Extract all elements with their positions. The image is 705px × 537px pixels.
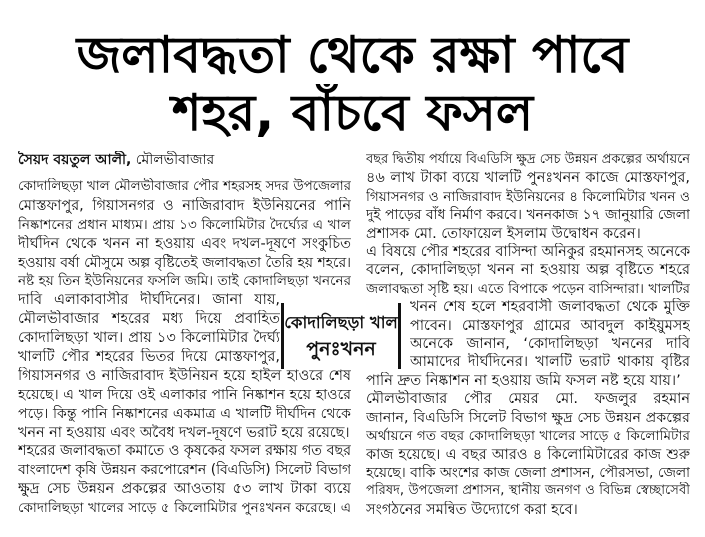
left-column-line: হওয়ায় বর্ষা মৌসুমে অল্প বৃষ্টিতেই জলাবদ্ধতা তৈরি হয় শহরে। bbox=[18, 254, 351, 271]
right-column-line: পানি দ্রুত নিষ্কাশন না হওয়ায় জমি ফসল নষ্ট হয়ে যায়।’ bbox=[366, 372, 681, 389]
right-column bbox=[366, 151, 690, 519]
byline-location: মৌলভীবাজার bbox=[135, 152, 215, 168]
right-column-line: প্রশাসক মো. তোফায়েল ইসলাম উদ্বোধন করেন। bbox=[366, 225, 641, 242]
left-column-line: নিষ্কাশনের প্রধান মাধ্যম। প্রায় ১৩ কিলোমিটার দৈর্ঘ্যের এ খাল bbox=[18, 216, 351, 233]
byline bbox=[18, 151, 351, 169]
left-column-line: খনন না হওয়ায় এবং অবৈধ দখল-দূষণে ভরাট হয়ে রয়েছে। bbox=[18, 424, 350, 441]
headline-line-2: শহর, বাঁচবে ফসল bbox=[171, 84, 534, 142]
left-column-line: দীর্ঘদিন থেকে খনন না হওয়ায় এবং দখল-দূষণে সংকুচিত bbox=[18, 235, 351, 252]
left-column-line: খালটি পৌর শহরের ভিতর দিয়ে মোস্তফাপুর, bbox=[18, 349, 280, 366]
left-column-line: গিয়াসনগর ও নাজিরাবাদ ইউনিয়ন হয়ে হাইল হাওরে শেষ bbox=[18, 367, 351, 384]
left-column-line: নষ্ট হয় তিন ইউনিয়নের ফসলি জমি। তাই কোদালিছড়া খননের bbox=[18, 273, 351, 290]
right-column-line: অর্থায়নে গত বছর কোদালিছড়া খালের সাড়ে ৫ কিলোমিটার bbox=[366, 428, 690, 445]
left-column-line: কোদালিছড়া খাল মৌলভীবাজার পৌর শহরসহ সদর উপজেলার bbox=[18, 179, 351, 194]
right-column-line: পরিষদ, উপজেলা প্রশাসন, স্থানীয় জনগণ ও বিভিন্ন স্বেচ্ছাসেবী bbox=[366, 483, 690, 499]
right-column-line: পাবেন। মোস্তফাপুর গ্রামের আবদুল কাইয়ুমসহ bbox=[410, 317, 690, 334]
right-column-line: দুই পাড়ের বাঁধ নির্মাণ করবে। খননকাজ ১৭ জানুয়ারি জেলা bbox=[366, 207, 690, 224]
left-column-line: দাবি এলাকাবাসীর দীর্ঘদিনের। জানা যায়, bbox=[18, 292, 280, 309]
left-column-line: মোস্তফাপুর, গিয়াসনগর ও নাজিরাবাদ ইউনিয়নের পানি bbox=[18, 197, 351, 214]
left-column-line: মৌলভীবাজার শহরের মধ্য দিয়ে প্রবাহিত bbox=[18, 311, 280, 328]
left-column-line: কোদালিছড়া খাল। প্রায় ১৩ কিলোমিটার দৈর্ঘ্য bbox=[18, 330, 280, 347]
pull-quote-line-2: পুনঃখনন bbox=[306, 338, 376, 360]
right-column-line: ৪৬ লাখ টাকা ব্যয়ে খালটি পুনঃখনন কাজে মোস্তফাপুর, bbox=[366, 170, 690, 187]
headline-line-1: জলাবদ্ধতা থেকে রক্ষা পাবে bbox=[76, 26, 629, 84]
right-column-line: হয়েছে। বাকি অংশের কাজ জেলা প্রশাসন, পৌরসভা, জেলা bbox=[366, 464, 690, 481]
right-column-line: জলাবদ্ধতা সৃষ্টি হয়। এতে বিপাকে পড়েন বাসিন্দারা। খালটির bbox=[366, 280, 690, 297]
right-column-line: এ বিষয়ে পৌর শহরের বাসিন্দা অনিকুর রহমানসহ অনেকে bbox=[366, 244, 690, 261]
left-column-line: বাংলাদেশ কৃষি উন্নয়ন করপোরেশন (বিএডিসি) সিলেট বিভাগ bbox=[18, 462, 351, 479]
left-column-line: ক্ষুদ্র সেচ উন্নয়ন প্রকল্পের আওতায় ৫৩ লাখ টাকা ব্যয়ে bbox=[18, 481, 351, 498]
left-column-line: শহরের জলাবদ্ধতা কমাতে ও কৃষকের ফসল রক্ষায় গত বছর bbox=[18, 443, 351, 460]
right-column-line: বছর দ্বিতীয় পর্যায়ে বিএডিসি ক্ষুদ্র সেচ উন্নয়ন প্রকল্পের অর্থায়নে bbox=[366, 152, 690, 167]
right-column-line: মৌলভীবাজার পৌর মেয়র মো. ফজলুর রহমান bbox=[366, 391, 690, 408]
right-column-line: জানান, বিএডিসি সিলেট বিভাগ ক্ষুদ্র সেচ উন্নয়ন প্রকল্পের bbox=[366, 409, 690, 426]
left-column-line: হয়েছে। এ খাল দিয়ে ওই এলাকার পানি নিষ্কাশন হয়ে হাওরে bbox=[18, 386, 351, 403]
right-column-line: বলেন, কোদালিছড়া খনন না হওয়ায় অল্প বৃষ্টিতে শহরে bbox=[366, 262, 690, 279]
right-column-line: সংগঠনের সমন্বিত উদ্যোগে করা হবে। bbox=[366, 501, 578, 518]
right-column-line: আমাদের দীর্ঘদিনের। খালটি ভরাট থাকায় বৃষ্টির bbox=[410, 354, 690, 371]
left-column-line: পড়ে। কিন্তু পানি নিষ্কাশনের একমাত্র এ খালটি দীর্ঘদিন থেকে bbox=[18, 405, 351, 422]
right-column-line: অনেকে জানান, ‘কোদালিছড়া খননের দাবি bbox=[410, 336, 690, 353]
right-column-line: গিয়াসনগর ও নাজিরাবাদ ইউনিয়নের ৪ কিলোমিটার খনন ও bbox=[366, 188, 690, 205]
pull-quote-line-1: কোদালিছড়া খাল bbox=[284, 313, 398, 332]
right-column-line: কাজ হয়েছে। এ বছর আরও ৪ কিলোমিটারের কাজ শুরু bbox=[366, 446, 690, 463]
left-column-line: কোদালিছড়া খালের সাড়ে ৫ কিলোমিটার পুনঃখনন করেছে। এ bbox=[18, 500, 351, 517]
right-column-line: খনন শেষ হলে শহরবাসী জলাবদ্ধতা থেকে মুক্তি bbox=[410, 299, 690, 316]
byline-author: সৈয়দ বয়তুল আলী, bbox=[18, 152, 132, 168]
